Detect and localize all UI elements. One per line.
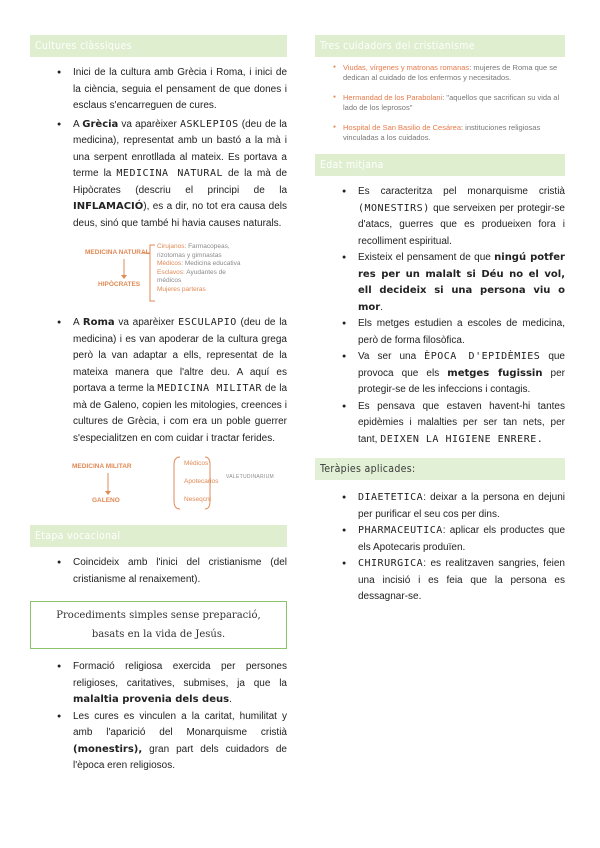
list-item: ● Hermandad de los Parabolani: "aquellos que sacrifican su vida al lado de los leprosos" — [315, 93, 565, 112]
section-header-terapies: Teràpies aplicades: — [315, 458, 565, 480]
list-item: ● Existeix el pensament de que ningú potfer res per un malalt si Déu no el vol, ell decideix si una persona viu o mor. — [315, 250, 565, 316]
list-item: ● Coincideix amb l'inici del cristianisme (del cristianisme al renaixement). — [30, 555, 287, 588]
section-header-cultures: Cultures clàssiques — [30, 35, 287, 57]
list-item: ● Hospital de San Basilio de Cesárea: instituciones religiosas vinculadas a los cuidados. — [315, 123, 565, 142]
section-header-edat-mitjana: Edat mitjana — [315, 154, 565, 176]
list-item: ● Viudas, vírgenes y matronas romanas: mujeres de Roma que se dedican al cuidado de los enfermos y necesitados. — [315, 63, 565, 82]
diagram-text: Médicos Apotecarios Neseqcni — [184, 460, 219, 503]
list-item: ● Inici de la cultura amb Grècia i Roma, i inici de la ciència, seguia el pensament de que dones i esclaus s'encarreguen de cures. — [30, 65, 287, 115]
list-vocacional — [30, 555, 287, 588]
list-cultures — [30, 65, 287, 232]
diagram-medicina-natural — [30, 237, 287, 307]
list-item: ● CHIRURGICA: es realitzaven sangries, feien una incisió i es feia que la persona es dessagnar-se. — [315, 556, 565, 606]
list-item: ● DIAETETICA: deixar a la persona en dejuni per purificar el seu cos per dins. — [315, 490, 565, 523]
list-item: ● PHARMACEUTICA: aplicar els productes que els Apotecaris produïen. — [315, 523, 565, 556]
list-item: ● A Roma va aparèixer ESCULAPIO (deu de la medicina) i es van apoderar de la cultura grega però la van adaptar a ells, representat de la mateixa manera que l'altre deu. A aquí es portava a terme la MEDICINA MILITAR de la mà de Galeno, copien les mitologies, creences i cultures de Grècia, i com era un poble guerrer s'especialitzen en com cuidar i tractar ferides. — [30, 315, 287, 447]
diagram-label: MEDICINA NATURAL — [85, 249, 150, 256]
list-cuidadors — [315, 63, 565, 142]
diagram-medicina-militar — [30, 453, 287, 515]
highlight-box: Procediments simples sense preparació, basats en la vida de Jesús. — [30, 601, 287, 649]
list-religios — [30, 659, 287, 775]
list-item: ● Es caracteritza pel monarquisme cristià (MONESTIRS) que serveixen per protegir-se d'atacs, guerres que es produeixen fora i recolliment espiritual. — [315, 184, 565, 250]
right-column — [315, 35, 565, 606]
list-item: ● Les cures es vinculen a la caritat, humilitat y amb l'aparició del Monarquisme cristià (monestirs), gran part dels cuidadors de l'època eren religiosos. — [30, 709, 287, 775]
list-roma — [30, 315, 287, 447]
section-header-etapa-vocacional: Etapa vocacional — [30, 525, 287, 547]
diagram-label: GALENO — [92, 497, 120, 504]
list-item: ● Va ser una ÈPOCA D'EPIDÈMIES que provoca que els metges fugissin per protegir-se de les infeccions i contagis. — [315, 349, 565, 399]
section-header-tres-cuidadors: Tres cuidadors del cristianisme — [315, 35, 565, 57]
diagram-label: HIPÒCRATES — [98, 281, 141, 288]
diagram-label: MEDICINA MILITAR — [72, 463, 132, 470]
left-column — [30, 35, 287, 775]
diagram-text: Cirujanos: Farmacopeas, rizotomas y gimnastas Médicos: Medicina educativa Esclavos: Ayudantes de médicos Mujeres parteras — [157, 243, 241, 293]
list-item: ● Es pensava que estaven havent-hi tantes epidèmies i malalties per ser tan nets, per tant, DEIXEN LA HIGIENE ENRERE. — [315, 399, 565, 449]
list-item: ● Els metges estudien a escoles de medicina, però de forma filosòfica. — [315, 316, 565, 349]
list-terapies — [315, 490, 565, 606]
list-item: ● A Grècia va aparèixer ASKLEPIOS (deu de la medicina), representat amb un bastó a la mà i una serpent enrotllada al mateix. Es portava a terme la MEDICINA NATURAL de la mà de Hipòcrates (descriu el principi de la INFLAMACIÓ), es a dir, no tot era causa dels deus, sinó que també hi havia causes naturals. — [30, 117, 287, 233]
diagram-bracket — [30, 453, 287, 515]
list-edat-mitjana — [315, 184, 565, 448]
diagram-text: VALETUDINARIUM — [226, 474, 275, 480]
list-item: ● Formació religiosa exercida per persones religioses, caritatives, submises, ja que la malaltia provenia dels deus. — [30, 659, 287, 709]
